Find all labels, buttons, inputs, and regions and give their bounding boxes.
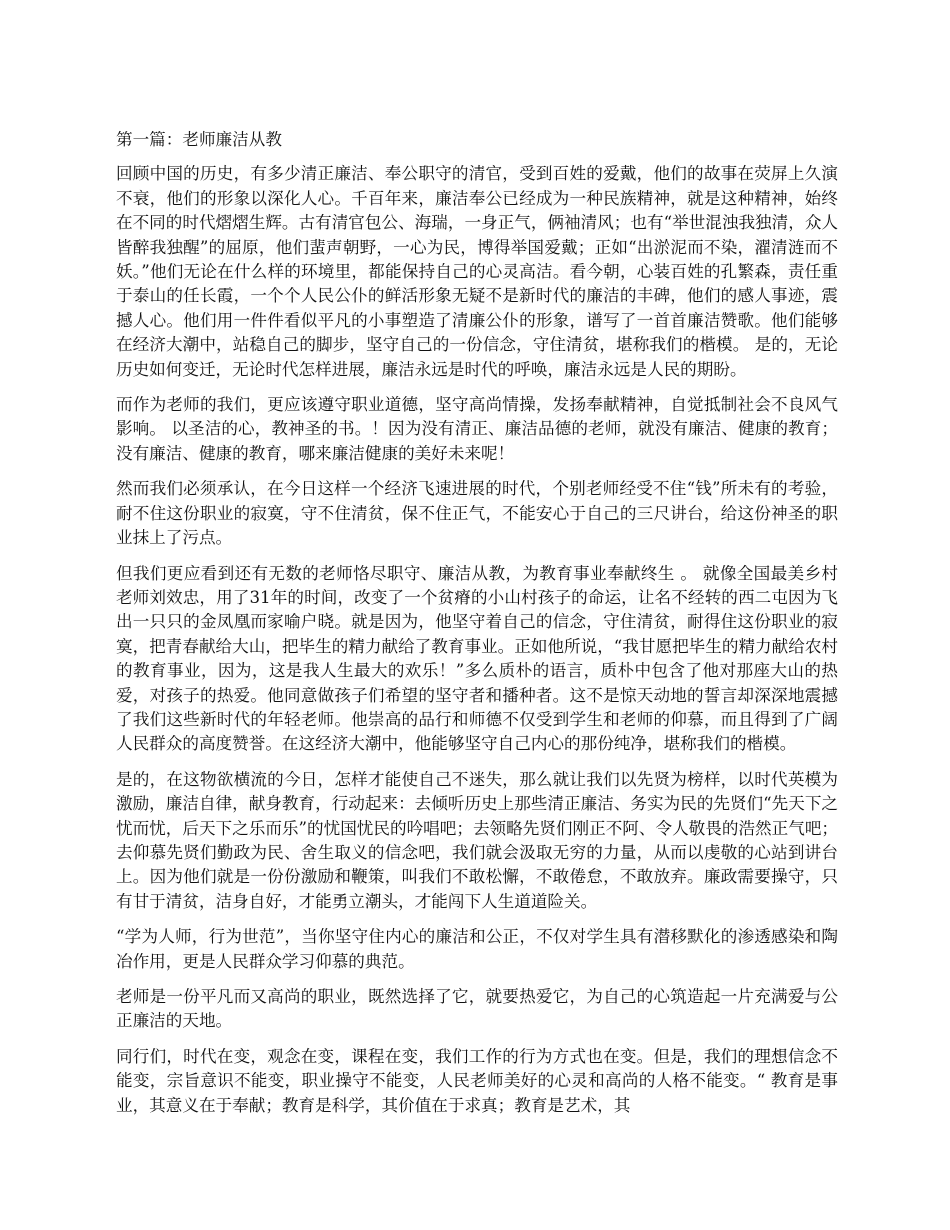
paragraph-7: 老师是一份平凡而又高尚的职业，既然选择了它，就要热爱它，为自己的心筑造起一片充满爱与公正廉洁的天地。 — [116, 987, 838, 1031]
paragraph-5: 是的，在这物欲横流的今日，怎样才能使自己不迷失，那么就让我们以先贤为榜样，以时代英模为激励，廉洁自律，献身教育，行动起来：去倾听历史上那些清正廉洁、务实为民的先贤们“先天下之忧而忧，后天下之乐而乐”的忧国忧民的吟唱吧；去领略先贤们刚正不阿、令人敬畏的浩然正气吧；去仰慕先贤们勤政为民、舍生取义的信念吧，我们就会汲取无穷的力量，从而以虔敬的心站到讲台上。因为他们就是一份份激励和鞭策，叫我们不敢松懈，不敢倦怠，不敢放弃。廉政需要操守，只有甘于清贫，洁身自好，才能勇立潮头，才能闯下人生道道险关。 — [116, 769, 839, 911]
paragraph-3: 然而我们必须承认，在今日这样一个经济飞速进展的时代，个别老师经受不住“钱”所未有的考验，耐不住这份职业的寂寞，守不住清贫，保不住正气，不能安心于自己的三尺讲台，给这份神圣的职业抹上了污点。 — [116, 479, 838, 548]
paragraph-6: “学为人师，行为世范”，当你坚守住内心的廉洁和公正，不仅对学生具有潜移默化的渗透感染和陶冶作用，更是人民群众学习仰慕的典范。 — [116, 927, 838, 971]
paragraph-2: 而作为老师的我们，更应该遵守职业道德，坚守高尚情操，发扬奉献精神，自觉抵制社会不良风气影响。 以圣洁的心，教神圣的书。！因为没有清正、廉洁品德的老师，就没有廉洁、健康的教育；没有廉洁、健康的教育，哪来廉洁健康的美好未来呢！ — [116, 395, 838, 463]
paragraph-1: 回顾中国的历史，有多少清正廉洁、奉公职守的清官，受到百姓的爱戴，他们的故事在荧屏上久演不衰，他们的形象以深化人心。千百年来，廉洁奉公已经成为一种民族精神，就是这种精神，始终在不同的时代熠熠生辉。古有清官包公、海瑞，一身正气，俩袖清风；也有“举世混浊我独清，众人皆醉我独醒”的屈原，他们蜚声朝野，一心为民，博得举国爱戴；正如“出淤泥而不染，濯清涟而不妖。”他们无论在什么样的环境里，都能保持自己的心灵高洁。看今朝，心装百姓的孔繁森，责任重于泰山的任长霞，一个个人民公仆的鲜活形象无疑不是新时代的廉洁的丰碑，他们的感人事迹，震撼人心。他们用一件件看似平凡的小事塑造了清廉公仆的形象，谱写了一首首廉洁赞歌。他们能够在经济大潮中，站稳自己的脚步，坚守自己的一份信念，守住清贫，堪称我们的楷模。 是的，无论历史如何变迁，无论时代怎样进展，廉洁永远是时代的呼唤，廉洁永远是人民的期盼。 — [116, 164, 839, 379]
paragraph-4: 但我们更应看到还有无数的老师恪尽职守、廉洁从教，为教育事业奉献终生 。 就像全国最美乡村老师刘效忠，用了31年的时间，改变了一个贫瘠的小山村孩子的命运，让名不经转的西二屯因为飞出一只只的金凤凰而家喻户晓。就是因为，他坚守着自己的信念，守住清贫，耐得住这份职业的寂寞，把青春献给大山，把毕生的精力献给了教育事业。正如他所说，“我甘愿把毕生的精力献给农村的教育事业，因为，这是我人生最大的欢乐！”多么质朴的语言，质朴中包含了他对那座大山的热爱，对孩子的热爱。他同意做孩子们希望的坚守者和播种者。这不是惊天动地的誓言却深深地震撼了我们这些新时代的年轻老师。他崇高的品行和师德不仅受到学生和老师的仰慕，而且得到了广阔人民群众的高度赞誉。在这经济大潮中，他能够坚守自己内心的那份纯净，堪称我们的楷模。 — [116, 563, 839, 754]
document-title: 第一篇：老师廉洁从教 — [116, 130, 282, 149]
document-page — [116, 128, 838, 1129]
paragraph-8: 同行们，时代在变，观念在变，课程在变，我们工作的行为方式也在变。但是，我们的理想信念不能变，宗旨意识不能变，职业操守不能变，人民老师美好的心灵和高尚的人格不能变。“ 教育是事业，其意义在于奉献；教育是科学，其价值在于求真；教育是艺术，其 — [116, 1046, 838, 1115]
